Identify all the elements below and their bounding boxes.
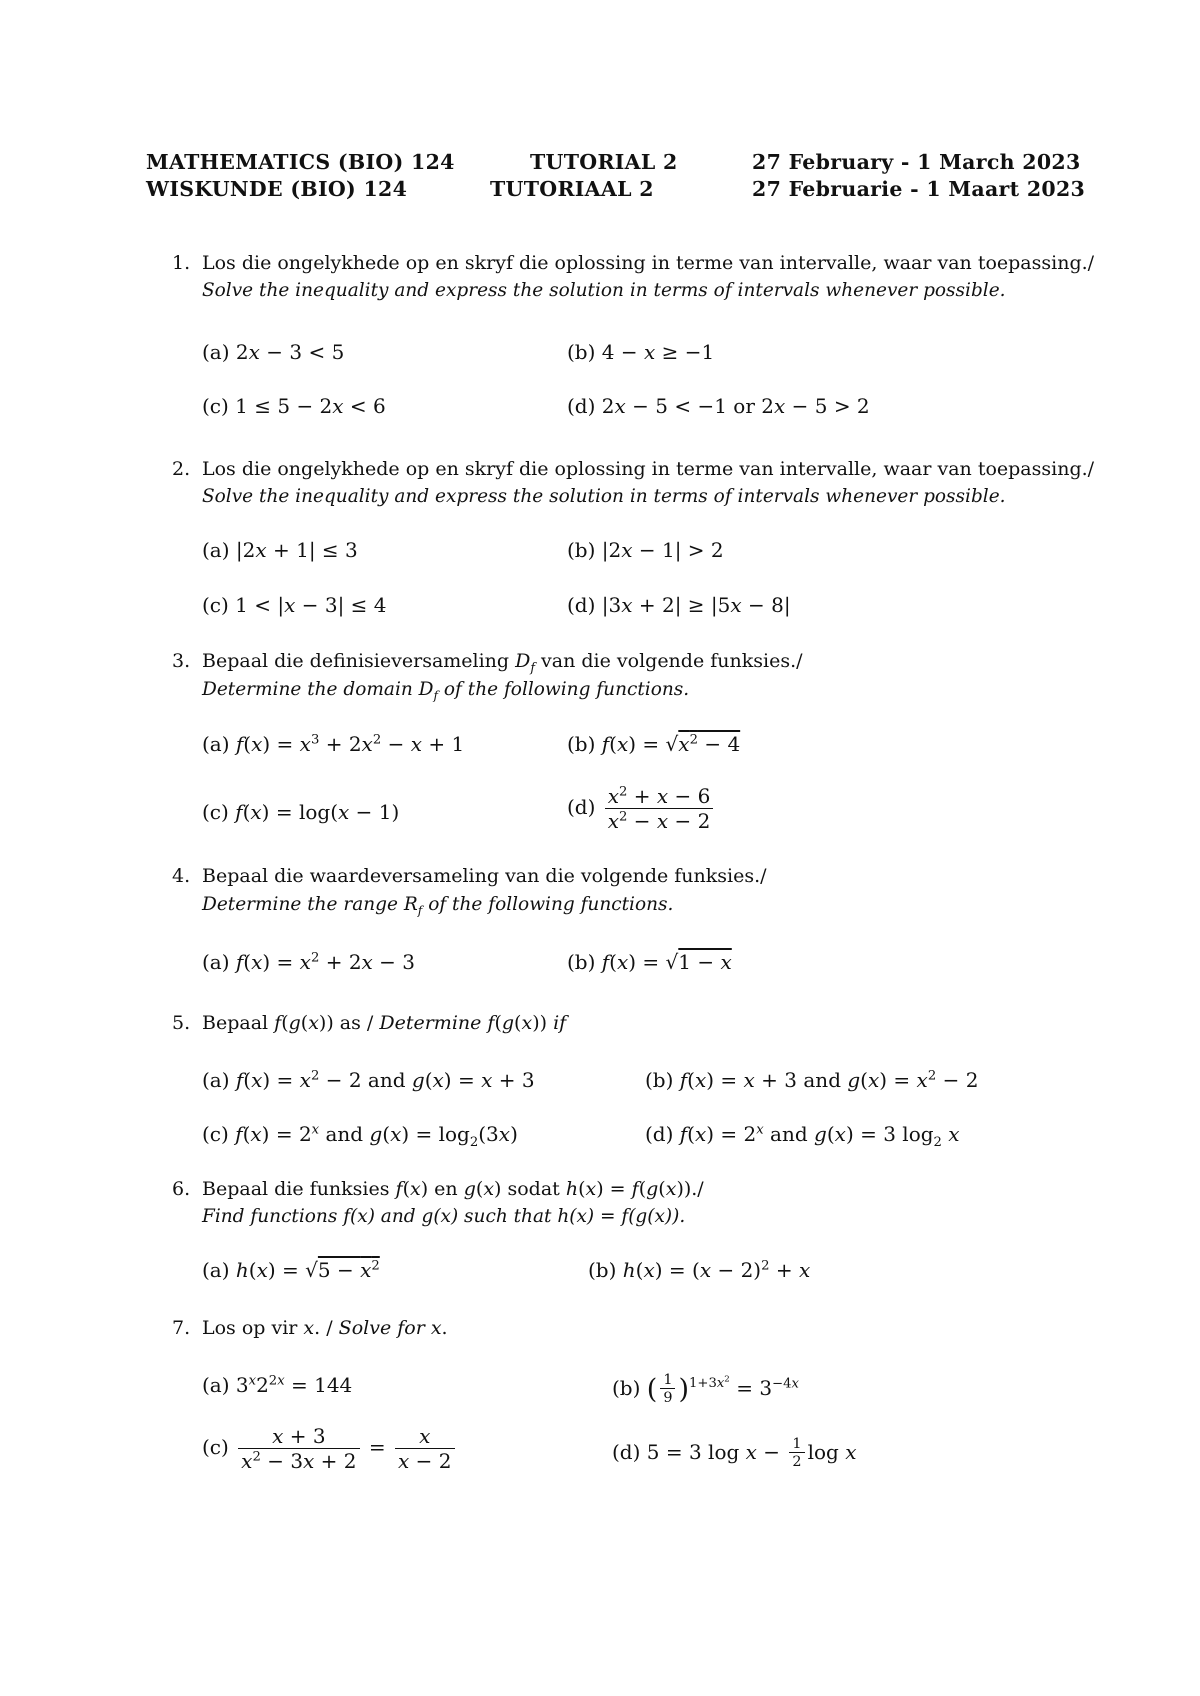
q7-part-d: (d) 5 = 3 log x − $\frac{1}{2}$ log x <box>612 1436 857 1471</box>
q3-part-d: (d) $\frac{x^2 + x - 6}{x^2 - x - 2}$ <box>567 786 716 831</box>
q5-part-b: (b) f(x) = x + 3 and $g(x) = x^2 - 2$ <box>645 1068 979 1092</box>
q1-part-a: (a) 2x − 3 < 5 <box>202 340 345 364</box>
question-text-af: Bepaal die funksies f(x) en g(x) sodat h(x) = f(g(x))./ <box>202 1178 704 1200</box>
question-number: 5. <box>172 1012 191 1034</box>
q5-part-c: (c) $f(x) = 2^x$ and $g(x) = \log_2(3x)$ <box>202 1122 518 1150</box>
q2-part-a: (a) |2x + 1| ≤ 3 <box>202 538 358 562</box>
course-title-af: WISKUNDE (BIO) 124 <box>146 177 408 201</box>
q4-part-a: (a) $f(x) = x^2 + 2x - 3$ <box>202 950 416 974</box>
question-number: 4. <box>172 865 191 887</box>
q3-part-b: (b) $f(x) = √x^2 - 4$ <box>567 732 741 756</box>
question-text-af: Los die ongelykhede op en skryf die oplossing in terme van intervalle, waar van toepassing./ <box>202 252 1095 274</box>
question-number: 1. <box>172 252 191 274</box>
tutorial-title-af: TUTORIAAL 2 <box>490 177 654 201</box>
q1-part-b: (b) 4 − x ≥ −1 <box>567 340 715 364</box>
q6-part-b: (b) $h(x) = (x - 2)^2 + x$ <box>588 1258 811 1282</box>
question-text-en: Determine the domain $D_f$ of the following functions. <box>202 679 690 703</box>
question-text-af: Bepaal f(g(x)) as / Determine f(g(x)) if <box>202 1012 567 1034</box>
q6-part-a: (a) $h(x) = √5 - x^2$ <box>202 1258 380 1282</box>
question-text-af: Bepaal die waardeversameling van die volgende funksies./ <box>202 865 767 887</box>
question-text-en: Determine the range $R_f$ of the following functions. <box>202 894 674 918</box>
q5-part-d: (d) $f(x) = 2^x$ and g(x) = 3 $\log_2 x$ <box>645 1122 960 1150</box>
question-number: 7. <box>172 1317 191 1339</box>
question-number: 2. <box>172 458 191 480</box>
q4-part-b: (b) f(x) = √1 − x <box>567 950 732 974</box>
q3-part-a: (a) $f(x) = x^3 + 2x^2 - x + 1$ <box>202 732 465 756</box>
q5-part-a: (a) $f(x) = x^2 - 2$ and g(x) = x + 3 <box>202 1068 535 1092</box>
course-title-en: MATHEMATICS (BIO) 124 <box>146 150 455 174</box>
q7-part-b: (b) ( $\frac{1}{9}$ )$^{1+3x^2} = 3^{-4x}$ <box>612 1372 799 1407</box>
question-text-af: Los die ongelykhede op en skryf die oplossing in terme van intervalle, waar van toepassing./ <box>202 458 1095 480</box>
question-text-en: Solve the inequality and express the solution in terms of intervals whenever possible. <box>202 486 1006 507</box>
q2-part-b: (b) |2x − 1| > 2 <box>567 538 724 562</box>
question-text-en: Solve the inequality and express the solution in terms of intervals whenever possible. <box>202 280 1006 301</box>
question-text-en: Find functions f(x) and g(x) such that h(x) = f(g(x)). <box>202 1206 686 1227</box>
dates-af: 27 Februarie - 1 Maart 2023 <box>752 177 1086 201</box>
dates-en: 27 February - 1 March 2023 <box>752 150 1081 174</box>
question-number: 3. <box>172 650 191 672</box>
q1-part-d: (d) 2x − 5 < −1 or 2x − 5 > 2 <box>567 394 870 418</box>
question-text-af: Bepaal die definisieversameling $D_f$ van die volgende funksies./ <box>202 650 803 675</box>
question-number: 6. <box>172 1178 191 1200</box>
tutorial-title-en: TUTORIAL 2 <box>530 150 678 174</box>
q1-part-c: (c) 1 ≤ 5 − 2x < 6 <box>202 394 386 418</box>
q2-part-d: (d) |3x + 2| ≥ |5x − 8| <box>567 593 791 617</box>
q2-part-c: (c) 1 < |x − 3| ≤ 4 <box>202 593 387 617</box>
q3-part-c: (c) f(x) = log(x − 1) <box>202 800 400 824</box>
q7-part-a: (a) $3^x2^{2x} = 144$ <box>202 1373 353 1397</box>
question-text-af: Los op vir x. / Solve for x. <box>202 1317 448 1339</box>
q7-part-c: (c) $\frac{x + 3}{x^2 - 3x + 2}$ = $\frac{x}{x - 2}$ <box>202 1426 458 1471</box>
